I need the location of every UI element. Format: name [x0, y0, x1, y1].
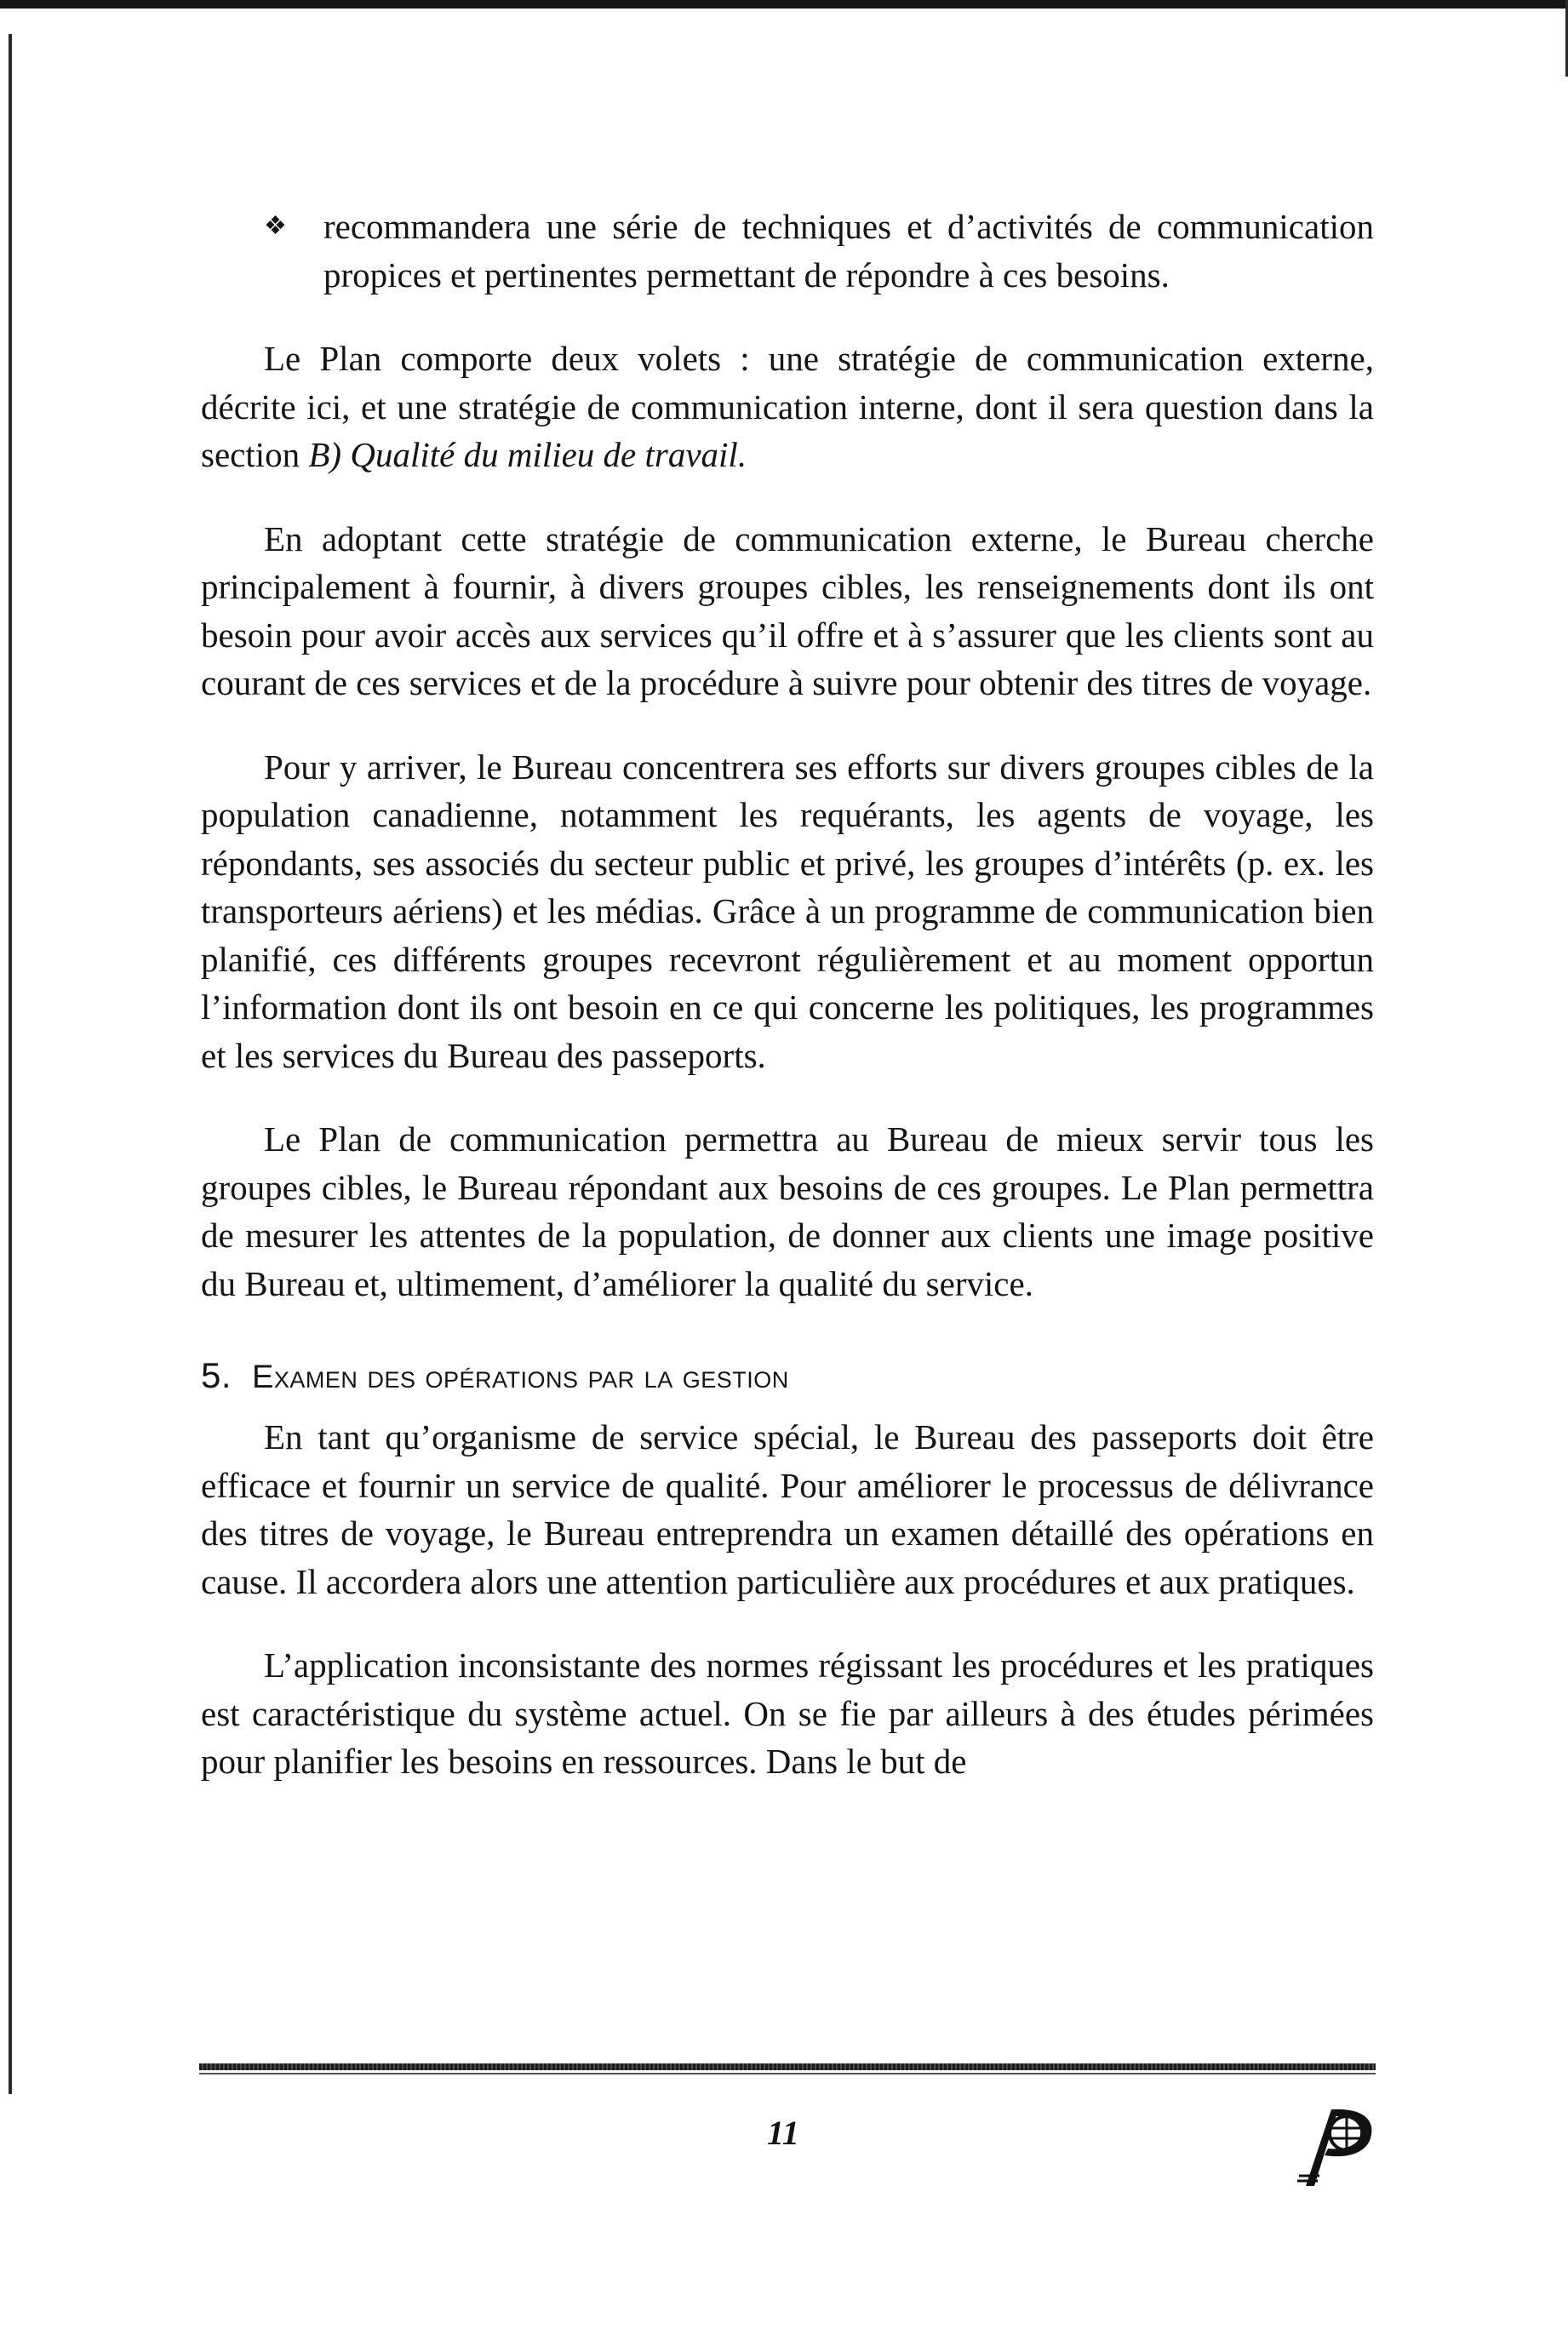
diamond-bullet-icon: ❖	[264, 212, 287, 240]
section-heading	[201, 1352, 1374, 1401]
paragraph-groupes-cibles: Pour y arriver, le Bureau concentrera ses efforts sur divers groupes cibles de la population canadienne, notamment les requérants, les agents de voyage, les répondants, ses associés du secteur public et privé, les groupes d’intérêts (p. ex. les transporteurs aériens) et les médias. Grâce à un programme de communication bien planifié, ces différents groupes recevront régulièrement et au moment opportun l’information dont ils ont besoin en ce qui concerne les politiques, les programmes et les services du Bureau des passeports.	[201, 747, 1374, 1075]
section-reference: B) Qualité du milieu de travail.	[308, 435, 747, 474]
bullet-item	[264, 203, 1374, 299]
page-body	[201, 203, 1374, 1822]
scan-top-edge	[0, 0, 1568, 9]
paragraph-text: Le Plan comporte deux volets : une stratégie de communication externe, décrite ici, et une stratégie de communication interne, dont il sera question dans la section	[201, 339, 1374, 474]
section-title: Examen des opérations par la gestion	[252, 1359, 789, 1395]
scan-left-edge	[9, 34, 12, 2094]
page-number: 11	[767, 2114, 799, 2152]
paragraph-organisme-service: En tant qu’organisme de service spécial, le Bureau des passeports doit être efficace et fournir un service de qualité. Pour améliorer le processus de délivrance des titres de voyage, le Bureau entreprendra un examen détaillé des opérations en cause. Il accordera alors une attention particulière aux procédures et aux pratiques.	[201, 1417, 1374, 1601]
paragraph-plan-volets	[201, 335, 1374, 479]
footer-rule-thin	[199, 2073, 1376, 2074]
paragraph-strategie-externe: En adoptant cette stratégie de communication externe, le Bureau cherche principalement à fournir, à divers groupes cibles, les renseignements dont ils ont besoin pour avoir accès aux services qu’il offre et à s’assurer que les clients sont au courant de ces services et de la procédure à suivre pour obtenir des titres de voyage.	[201, 518, 1374, 702]
footer-rule	[199, 2063, 1376, 2070]
paragraph-application-normes: L’application inconsistante des normes régissant les procédures et les pratiques est caractéristique du système actuel. On se fie par ailleurs à des études périmées pour planifier les besoins en ressources. Dans le but de	[201, 1645, 1374, 1781]
section-number: 5.	[201, 1355, 232, 1395]
paragraph-plan-communication: Le Plan de communication permettra au Bureau de mieux servir tous les groupes cibles, le Bureau répondant aux besoins de ces groupes. Le Plan permettra de mesurer les attentes de la population, de donner aux clients une image positive du Bureau et, ultimement, d’améliorer la qualité du service.	[201, 1119, 1374, 1303]
passport-office-logo-icon	[1294, 2103, 1376, 2188]
bullet-text: recommandera une série de techniques et d’activités de communication propices et pertinentes permettant de répondre à ces besoins.	[323, 207, 1374, 295]
